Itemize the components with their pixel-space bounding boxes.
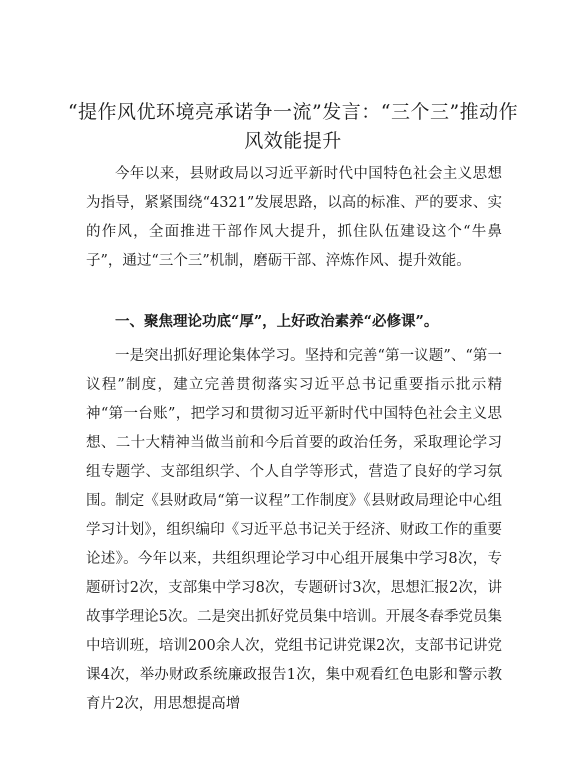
section-heading: 一、聚焦理论功底“厚”，上好政治素养“必修课”。	[115, 313, 439, 330]
body-paragraph: 一是突出抓好理论集体学习。坚持和完善“第一议题”、“第一议程”制度，建立完善贯彻落实习近平总书记重要指示批示精神“第一台账”，把学习和贯彻习近平新时代中国特色社会主义思想、二十大精神当做当前和今后首要的政治任务，采取理论学习组专题学、支部组织学、个人自学等形式，营造了良好的学习氛围。制定《县财政局“第一议程”工作制度》《县财政局理论中心组学习计划》，组织编印《习近平总书记关于经济、财政工作的重要论述》。今年以来，共组织理论学习中心组开展集中学习8次，专题研讨2次，支部集中学习8次，专题研讨3次，思想汇报2次，讲故事学理论5次。二是突出抓好党员集中培训。开展冬春季党员集中培训班，培训200余人次，党组书记讲党课2次，支部书记讲党课4次，举办财政系统廉政报告1次，集中观看红色电影和警示教育片2次，用思想提高增	[86, 348, 502, 712]
intro-paragraph: 今年以来，县财政局以习近平新时代中国特色社会主义思想为指导，紧紧围绕“4321”发展思路，以高的标准、严的要求、实的作风，全面推进干部作风大提升，抓住队伍建设这个“牛鼻子”，通过“三个三”机制，磨砺干部、淬炼作风、提升效能。	[86, 166, 502, 269]
document-title: “提作风优环境亮承诺争一流”发言：“三个三”推动作风效能提升	[67, 101, 519, 152]
